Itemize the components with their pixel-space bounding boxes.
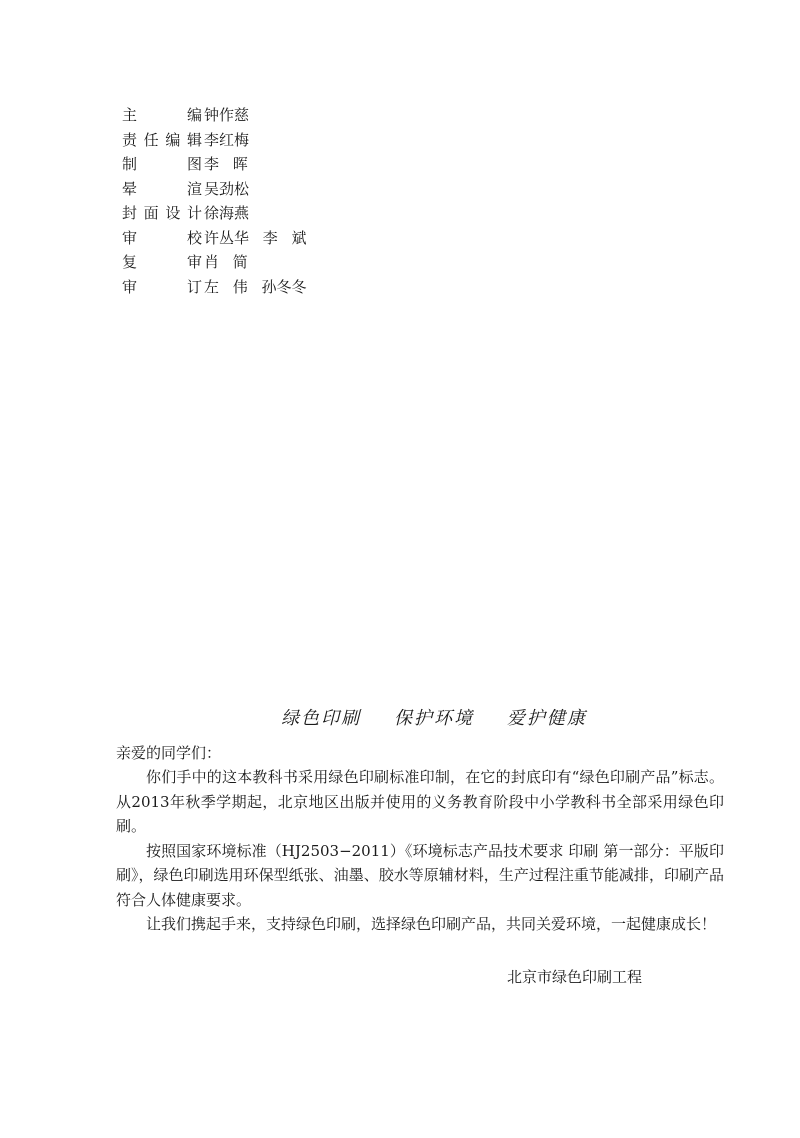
credit-names: 许丛华 李 斌 [204, 228, 307, 247]
credit-names: 肖 简 [204, 253, 248, 271]
notice-salutation: 亲爱的同学们： [116, 744, 222, 762]
credit-role: 复审 [122, 253, 202, 271]
notice-title: 绿色印刷 保护环境 爱护健康 [281, 708, 587, 729]
credit-names: 徐海燕 [204, 204, 250, 222]
credit-row-responsible-editor [122, 128, 542, 153]
credit-role: 主编 [122, 106, 202, 124]
credit-names: 吴劲松 [204, 179, 250, 198]
credit-row-chief-editor [122, 103, 542, 128]
notice-paragraph: 让我们携起手来，支持绿色印刷，选择绿色印刷产品，共同关爱环境，一起健康成长！ [146, 915, 717, 933]
credit-names: 李红梅 [204, 130, 250, 149]
credit-role: 晕渲 [122, 179, 202, 198]
credits-block [122, 103, 542, 299]
credit-role: 责任编辑 [122, 130, 202, 149]
credit-role: 审订 [122, 277, 202, 296]
credit-row-proofreading [122, 226, 542, 251]
credit-names: 钟作慈 [204, 106, 250, 124]
credit-names: 左 伟 孙冬冬 [204, 277, 307, 296]
credit-row-shading [122, 177, 542, 202]
credit-names: 李 晖 [204, 155, 248, 173]
credit-row-second-review [122, 250, 542, 275]
credit-row-cover-design [122, 201, 542, 226]
notice-signature: 北京市绿色印刷工程 [506, 967, 642, 986]
credit-row-final-review [122, 275, 542, 300]
credit-row-cartography [122, 152, 542, 177]
notice-paragraph: 按照国家环境标准（HJ2503−2011）《环境标志产品技术要求 印刷 第一部分：平版印刷》，绿色印刷选用环保型纸张、油墨、胶水等原辅材料，生产过程注重节能减排，印刷产品符合人体健康要求。 [116, 841, 724, 909]
credit-role: 封面设计 [122, 204, 202, 222]
credit-role: 审校 [122, 228, 202, 247]
green-printing-notice [116, 703, 724, 989]
notice-paragraph: 你们手中的这本教科书采用绿色印刷标准印制，在它的封底印有“绿色印刷产品”标志。从2013年秋季学期起，北京地区出版并使用的义务教育阶段中小学教科书全部采用绿色印刷。 [116, 768, 724, 835]
credit-role: 制图 [122, 155, 202, 173]
